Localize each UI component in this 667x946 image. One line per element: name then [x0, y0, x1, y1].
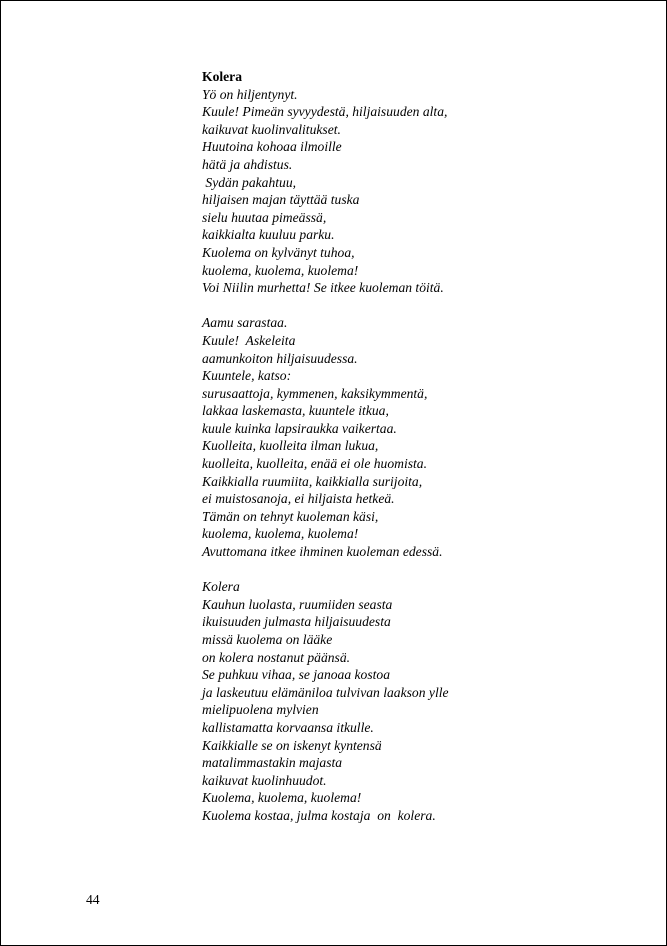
poem-line: lakkaa laskemasta, kuuntele itkua, [202, 403, 389, 419]
poem-line: Kaikkialle se on iskenyt kyntensä [202, 737, 382, 753]
poem-line: surusaattoja, kymmenen, kaksikymmentä, [202, 385, 428, 401]
poem-line: Kolera [202, 579, 240, 595]
poem-line: Aamu sarastaa. [202, 315, 288, 331]
poem-line: kuolema, kuolema, kuolema! [202, 262, 359, 278]
poem-line: kaikkialta kuuluu parku. [202, 227, 335, 243]
poem-line: Kuuntele, katso: [202, 368, 292, 384]
poem-line: kuolema, kuolema, kuolema! [202, 526, 359, 542]
poem-line: Kaikkialla ruumiita, kaikkialla surijoita, [202, 473, 423, 489]
poem-line: kuolleita, kuolleita, enää ei ole huomista. [202, 456, 428, 472]
poem-line: Kuolleita, kuolleita ilman lukua, [202, 438, 379, 454]
stanza-2 [202, 314, 632, 560]
poem-line: Huutoina kohoaa ilmoille [202, 139, 342, 155]
poem-line: Kuolema on kylvänyt tuhoa, [202, 244, 355, 260]
poem-line: Se puhkuu vihaa, se janoaa kostoa [202, 667, 391, 683]
poem-line: aamunkoiton hiljaisuudessa. [202, 350, 358, 366]
poem-line: ja laskeutuu elämäniloa tulvivan laakson ylle [202, 684, 449, 700]
poem-line: hiljaisen majan täyttää tuska [202, 192, 360, 208]
poem-line: Yö on hiljentynyt. [202, 86, 298, 102]
poem-title: Kolera [202, 69, 243, 84]
poem-line: Kuule! Askeleita [202, 332, 296, 348]
poem-line: kuule kuinka lapsiraukka vaikertaa. [202, 420, 397, 436]
poem-line: on kolera nostanut päänsä. [202, 649, 351, 665]
stanza-3 [202, 578, 632, 824]
page-number: 44 [86, 892, 100, 907]
poem-line: Tämän on tehnyt kuoleman käsi, [202, 508, 379, 524]
poem-line: kaikuvat kuolinhuudot. [202, 772, 327, 788]
poem-line: ei muistosanoja, ei hiljaista hetkeä. [202, 491, 395, 507]
poem-line: matalimmastakin majasta [202, 755, 343, 771]
stanza-1 [202, 86, 632, 297]
poem-line: mielipuolena mylvien [202, 702, 319, 718]
poem-line: Kuolema kostaa, julma kostaja on kolera. [202, 807, 436, 823]
poem-line: missä kuolema on lääke [202, 632, 333, 647]
poem-line: sielu huutaa pimeässä, [202, 209, 327, 225]
poem-line: hätä ja ahdistus. [202, 156, 293, 172]
poem [202, 68, 632, 825]
poem-line: Avuttomana itkee ihminen kuoleman edessä. [202, 544, 443, 560]
poem-line: Kauhun luolasta, ruumiiden seasta [202, 596, 393, 612]
poem-line: kaikuvat kuolinvalitukset. [202, 121, 341, 137]
poem-line: ikuisuuden julmasta hiljaisuudesta [202, 614, 391, 630]
poem-line: kallistamatta korvaansa itkulle. [202, 719, 374, 735]
poem-line: Sydän pakahtuu, [202, 174, 297, 190]
poem-line: Kuule! Pimeän syvyydestä, hiljaisuuden alta, [202, 104, 448, 120]
poem-line: Voi Niilin murhetta! Se itkee kuoleman töitä. [202, 280, 444, 296]
poem-line: Kuolema, kuolema, kuolema! [202, 790, 362, 806]
